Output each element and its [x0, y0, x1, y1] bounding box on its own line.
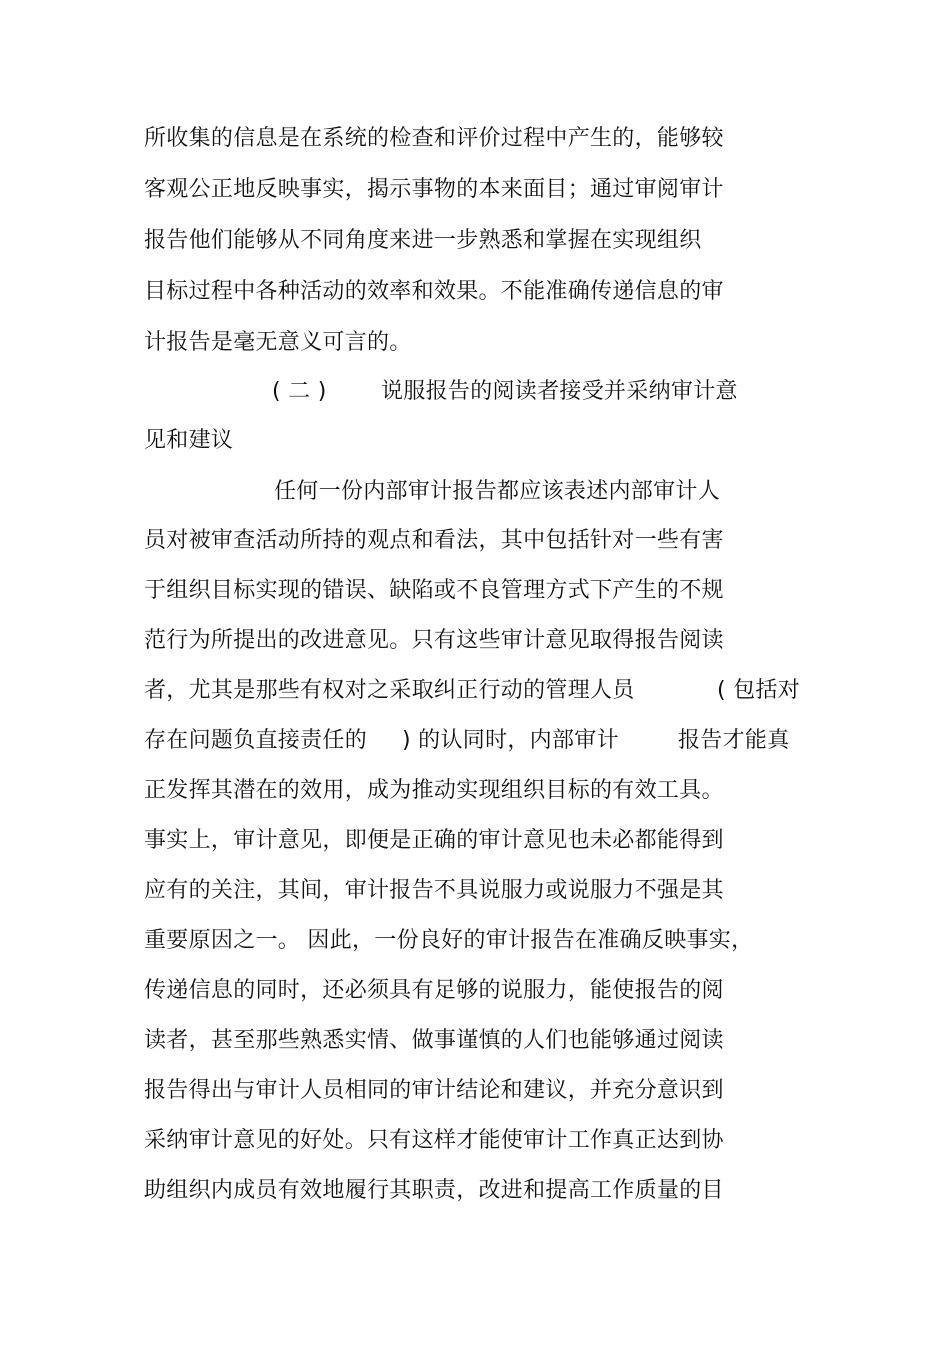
section-number: ( 二 ) — [272, 379, 327, 404]
text-line: 报告他们能够从不同角度来进一步熟悉和掌握在实现组织 — [144, 228, 702, 253]
text-line: 存在问题负直接责任的 — [144, 728, 368, 753]
text-line: 事实上，审计意见，即便是正确的审计意见也未必都能得到 — [144, 828, 724, 853]
text-line: 正发挥其潜在的效用，成为推动实现组织目标的有效工具。 — [144, 778, 724, 803]
text-line: 采纳审计意见的好处。只有这样才能使审计工作真正达到协 — [144, 1128, 724, 1153]
text-line: ) 的认同时，内部审计 — [402, 728, 619, 753]
text-line: 报告得出与审计人员相同的审计结论和建议，并充分意识到 — [144, 1078, 724, 1103]
text-line: 传递信息的同时，还必须具有足够的说服力，能使报告的阅 — [144, 978, 724, 1003]
text-line: 目标过程中各种活动的效率和效果。不能准确传递信息的审 — [144, 279, 724, 304]
text-line: 应有的关注，其间，审计报告不具说服力或说服力不强是其 — [144, 878, 724, 903]
text-line: 所收集的信息是在系统的检查和评价过程中产生的，能够较 — [144, 126, 724, 151]
section-heading-continued: 见和建议 — [144, 428, 234, 453]
text-line: 任何一份内部审计报告都应该表述内部审计人 — [274, 479, 721, 504]
text-line: 重要原因之一。 因此，一份良好的审计报告在准确反映事实， — [144, 928, 754, 953]
section-heading: 说服报告的阅读者接受并采纳审计意 — [381, 379, 738, 404]
text-line: 读者，甚至那些熟悉实情、做事谨慎的人们也能够通过阅读 — [144, 1028, 724, 1053]
text-line: 范行为所提出的改进意见。只有这些审计意见取得报告阅读 — [144, 628, 724, 653]
text-line: 于组织目标实现的错误、缺陷或不良管理方式下产生的不规 — [144, 578, 724, 603]
text-line: 客观公正地反映事实，揭示事物的本来面目；通过审阅审计 — [144, 177, 724, 202]
text-line: 者，尤其是那些有权对之采取纠正行动的管理人员 — [144, 678, 635, 703]
text-line: 计报告是毫无意义可言的。 — [144, 330, 412, 355]
text-line: 报告才能真 — [678, 728, 790, 753]
text-line: ( 包括对 — [717, 678, 801, 703]
text-line: 员对被审查活动所持的观点和看法，其中包括针对一些有害 — [144, 528, 724, 553]
text-line: 助组织内成员有效地履行其职责，改进和提高工作质量的目 — [144, 1178, 724, 1203]
